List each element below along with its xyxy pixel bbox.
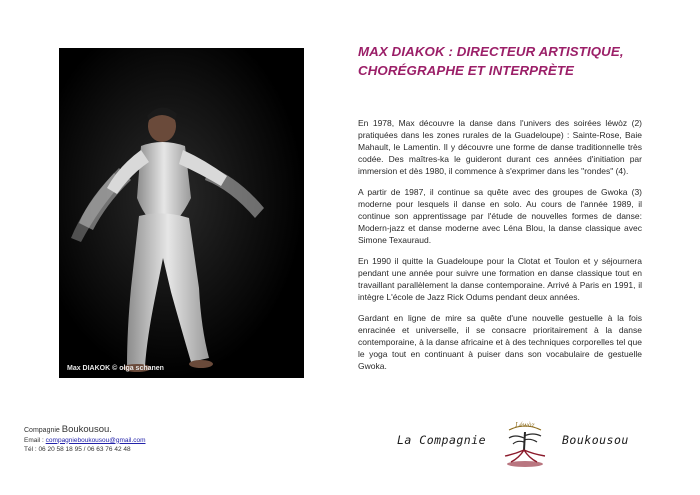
page-title: [358, 42, 658, 80]
title-line-1: MAX DIAKOK : DIRECTEUR ARTISTIQUE,: [358, 44, 624, 59]
email-line: [24, 436, 146, 446]
paragraph-1987: A partir de 1987, il continue sa quête avec des groupes de Gwoka (3) moderne pour lesquels il danse en solo. Au cours de l'année 1989, il continue son apprentissage par l'étude de nouvelles formes de danse: Modern-jazz et danse moderne avec Léna Blou, la danse classique avec Simone Texauraud.: [358, 186, 642, 246]
dancer-silhouette: [59, 48, 304, 378]
paragraph-1990: En 1990 il quitte la Guadeloupe pour la Clotat et Toulon et y séjournera pendant une année pour suivre une formation en danse classique tout en travaillant parallèlement la danse contemporaine. Arrivé à Paris en 1991, il intègre L'école de Jazz Rick Odums pendant deux années.: [358, 255, 642, 303]
biography-text: [358, 117, 642, 381]
email-label: Email :: [24, 436, 46, 444]
photo-caption: Max DIAKOK © olga schanen: [67, 365, 164, 372]
title-line-2: CHORÉGRAPHE ET INTERPRÈTE: [358, 63, 575, 78]
company-name: [24, 425, 146, 436]
paragraph-focus: Gardant en ligne de mire sa quête d'une nouvelle gestuelle à la fois enracinée et universelle, il se consacre prioritairement à la danse contemporaine, à la danse africaine et à des techniques corporelles tel que le yoga tout en continuant à puiser dans son vocabulaire de gestuelle Gwoka.: [358, 312, 642, 372]
paragraph-1978: En 1978, Max découvre la danse dans l'univers des soirées léwòz (2) pratiquées dans les zones rurales de la Guadeloupe) : Sainte-Rose, Baie Mahault, le Lamentin. Il y découvre une forme de danse traditionnelle très codée. Des maîtres-ka le guideront durant ces années d'initiation par immersion et dès 1980, il commence à s'exprimer dans les "rondes" (4).: [358, 118, 642, 177]
company-name-text: Boukousou.: [61, 424, 112, 435]
logo-text-right: Boukousou: [562, 433, 629, 447]
logo-text-left: La Compagnie: [397, 433, 487, 447]
contact-block: [24, 425, 146, 455]
email-link[interactable]: compagnieboukousou@gmail.com: [45, 436, 146, 444]
company-prefix: Compagnie: [24, 427, 62, 434]
logo-tree-text: Léwòz: [515, 422, 535, 429]
dancer-photo: [59, 48, 304, 378]
tree-logo-icon: [497, 418, 553, 468]
phone-line: Tél : 06 20 58 18 95 / 06 63 76 42 48: [24, 446, 131, 453]
